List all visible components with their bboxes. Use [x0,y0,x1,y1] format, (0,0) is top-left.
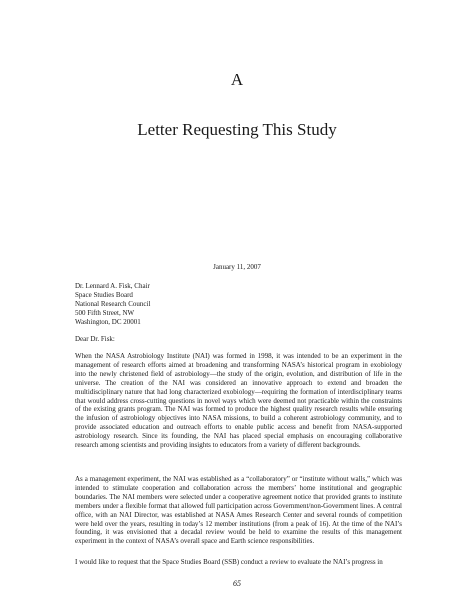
address-line: National Research Council [75,300,151,309]
body-paragraph: When the NASA Astrobiology Institute (NAI) was formed in 1998, it was intended to be an experiment in the management of research efforts aimed at broadening and transforming NASA’s historical program in exobiology into the newly christened field of astrobiology—the study of the origin, evolution, and distribution of life in the universe. The creation of the NAI was considered an innovative approach to extend and broaden the multidisciplinary nature that had long characterized exobiology—requiring the formation of interdisciplinary teams that would address cross-cutting questions in novel ways which were deemed not practicable within the constraints of the existing grants program. The NAI was formed to produce the highest quality research results while ensuring the infusion of astrobiology objectives into NASA missions, to build a coherent astrobiology community, and to provide associated education and outreach efforts to enable public access and benefit from NASA-supported astrobiology research. Since its founding, the NAI has placed special emphasis on encouraging collaborative research among scientists and providing insights to educators from a variety of different backgrounds. [75,352,402,450]
recipient-address [75,282,405,327]
letter-date: January 11, 2007 [213,263,261,271]
address-line: 500 Fifth Street, NW [75,309,135,318]
salutation: Dear Dr. Fisk: [75,335,115,343]
appendix-letter: A [230,70,244,89]
address-line: Washington, DC 20001 [75,318,141,327]
body-paragraph: I would like to request that the Space Studies Board (SSB) conduct a review to evaluate the NAI’s progress in [75,558,383,566]
address-line: Space Studies Board [75,291,133,300]
chapter-title: Letter Requesting This Study [137,120,337,139]
page-number: 65 [233,579,241,588]
body-paragraph: As a management experiment, the NAI was established as a “collaboratory” or “institute without walls,” which was intended to stimulate cooperation and collaboration across the members’ home institutional and geographic boundaries. The NAI members were selected under a cooperative agreement notice that provided grants to institute members under a flexible format that allowed full participation across Government/non-Government lines. A central office, with an NAI Director, was established at NASA Ames Research Center and several rounds of competition were held over the years, resulting in today’s 12 member institutions (from a peak of 16). At the time of the NAI’s founding, it was envisioned that a decadal review would be held to examine the results of this management experiment in the context of NASA’s overall space and Earth science responsibilities. [75,475,402,546]
address-line: Dr. Lennard A. Fisk, Chair [75,282,150,290]
